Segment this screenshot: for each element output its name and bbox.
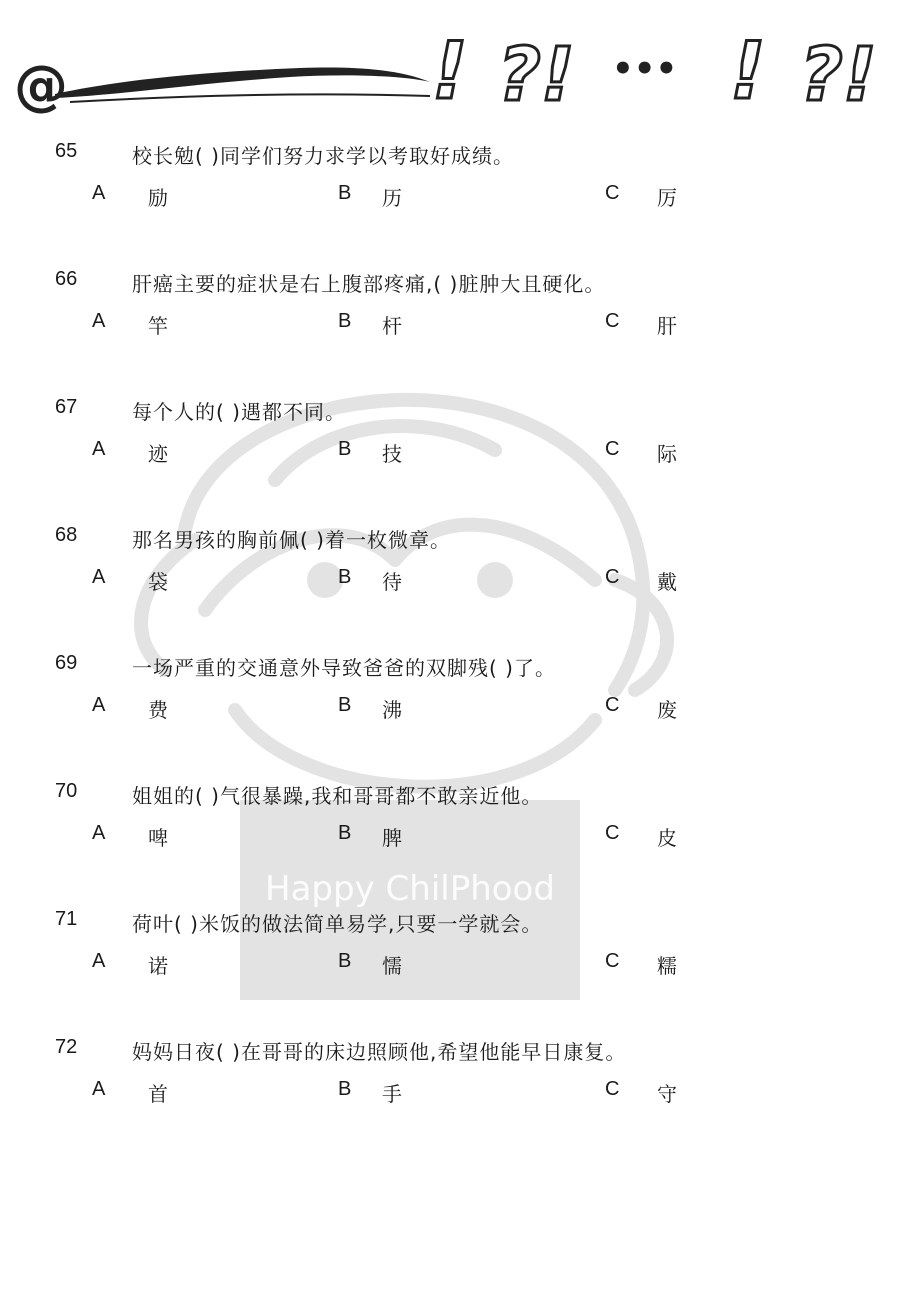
question-text: 荷叶( )米饭的做法简单易学,只要一学就会。 [132, 912, 543, 936]
option-letter-b: B [338, 566, 352, 588]
question-text: 那名男孩的胸前佩( )着一枚微章。 [132, 528, 451, 552]
option-letter-a: A [92, 950, 106, 972]
question-number: 72 [55, 1036, 78, 1058]
question-number: 66 [55, 268, 78, 290]
ellipsis-dots: ••• [612, 49, 678, 89]
option-c-text: 戴 [657, 570, 677, 594]
option-b-text: 杆 [382, 314, 402, 338]
option-letter-c: C [605, 310, 620, 332]
option-letter-b: B [338, 1078, 352, 1100]
question-text: 校长勉( )同学们努力求学以考取好成绩。 [132, 144, 514, 168]
question-text: 一场严重的交通意外导致爸爸的双脚残( )了。 [132, 656, 556, 680]
option-c-text: 际 [657, 442, 677, 466]
option-letter-b: B [338, 822, 352, 844]
option-letter-b: B [338, 438, 352, 460]
option-letter-a: A [92, 694, 106, 716]
option-letter-c: C [605, 950, 620, 972]
option-c-text: 肝 [657, 314, 677, 338]
question-text: 妈妈日夜( )在哥哥的床边照顾他,希望他能早日康复。 [132, 1040, 627, 1064]
option-a-text: 啤 [148, 826, 168, 850]
question-68 [0, 524, 900, 634]
question-number: 67 [55, 396, 78, 418]
question-number: 68 [55, 524, 78, 546]
header-decoration [0, 0, 900, 120]
option-b-text: 沸 [382, 698, 402, 722]
option-a-text: 迹 [148, 442, 168, 466]
question-65 [0, 140, 900, 250]
option-c-text: 糯 [657, 954, 677, 978]
option-c-text: 守 [657, 1082, 677, 1106]
option-letter-a: A [92, 182, 106, 204]
watermark-text: Happy ChilPhood [265, 869, 555, 909]
question-number: 69 [55, 652, 78, 674]
question-70 [0, 780, 900, 890]
option-letter-b: B [338, 182, 352, 204]
option-letter-c: C [605, 182, 620, 204]
option-b-text: 懦 [382, 954, 402, 978]
option-b-text: 脾 [382, 826, 402, 850]
option-letter-a: A [92, 438, 106, 460]
option-a-text: 励 [148, 186, 168, 210]
question-text: 姐姐的( )气很暴躁,我和哥哥都不敢亲近他。 [132, 784, 543, 808]
question-72 [0, 1036, 900, 1146]
exclamation-mark-1: ! [432, 27, 468, 117]
option-letter-a: A [92, 1078, 106, 1100]
question-number: 70 [55, 780, 78, 802]
question-number: 71 [55, 908, 78, 930]
option-b-text: 历 [382, 186, 402, 210]
option-letter-c: C [605, 566, 620, 588]
option-letter-b: B [338, 950, 352, 972]
question-67 [0, 396, 900, 506]
option-b-text: 技 [382, 442, 402, 466]
question-number: 65 [55, 140, 78, 162]
option-letter-a: A [92, 310, 106, 332]
option-c-text: 废 [657, 698, 677, 722]
header-swoosh-underline [70, 94, 430, 102]
question-exclamation-1: ?! [498, 32, 575, 118]
option-letter-c: C [605, 1078, 620, 1100]
option-letter-c: C [605, 694, 620, 716]
option-b-text: 手 [382, 1082, 402, 1106]
option-letter-c: C [605, 438, 620, 460]
option-letter-c: C [605, 822, 620, 844]
question-71 [0, 908, 900, 1018]
option-a-text: 首 [148, 1082, 168, 1106]
question-exclamation-2: ?! [800, 32, 877, 118]
option-letter-a: A [92, 822, 106, 844]
option-a-text: 诺 [148, 954, 168, 978]
question-text: 每个人的( )遇都不同。 [132, 400, 346, 424]
question-69 [0, 652, 900, 762]
question-66 [0, 268, 900, 378]
option-letter-b: B [338, 694, 352, 716]
option-c-text: 皮 [657, 826, 677, 850]
option-letter-a: A [92, 566, 106, 588]
option-b-text: 待 [382, 570, 402, 594]
at-symbol: @ [14, 54, 68, 117]
option-letter-b: B [338, 310, 352, 332]
option-a-text: 袋 [148, 570, 168, 594]
header-swoosh-line [55, 68, 430, 98]
option-a-text: 竿 [148, 314, 168, 338]
exclamation-mark-2: ! [730, 27, 766, 117]
question-text: 肝癌主要的症状是右上腹部疼痛,( )脏肿大且硬化。 [132, 272, 606, 296]
option-c-text: 厉 [657, 186, 677, 210]
option-a-text: 费 [148, 698, 168, 722]
